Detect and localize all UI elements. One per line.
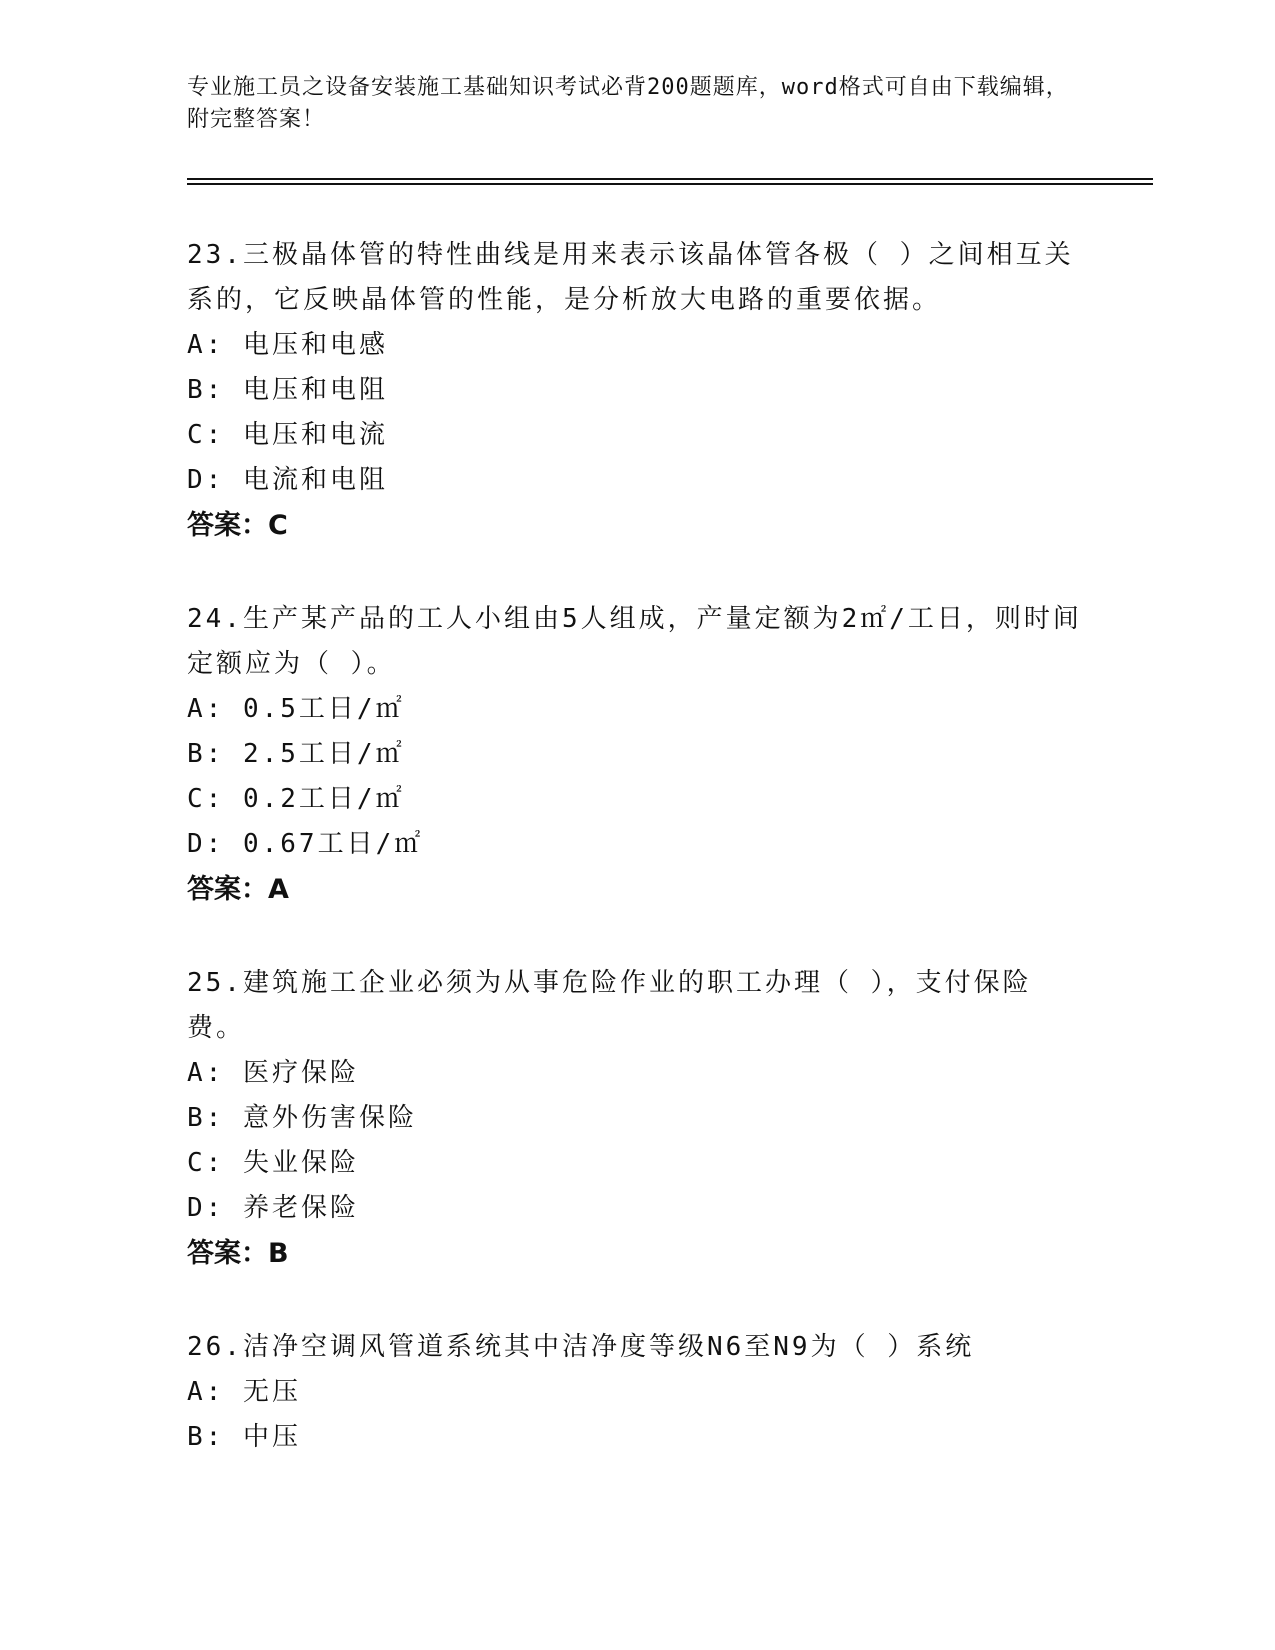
option-b: B: 2.5工日/㎡ — [187, 739, 405, 769]
question-26 — [187, 1325, 1087, 1460]
option-b: B: 中压 — [187, 1422, 301, 1452]
option-c: C: 0.2工日/㎡ — [187, 784, 405, 814]
answer-label: 答案：C — [187, 510, 288, 541]
option-a: A: 0.5工日/㎡ — [187, 694, 405, 724]
question-25 — [187, 961, 1087, 1276]
question-stem: 25.建筑施工企业必须为从事危险作业的职工办理（ ），支付保险费。 — [187, 968, 1032, 1043]
option-d: D: 电流和电阻 — [187, 465, 388, 495]
option-b: B: 意外伤害保险 — [187, 1103, 417, 1133]
header-divider-top — [187, 178, 1153, 180]
question-stem: 26.洁净空调风管道系统其中洁净度等级N6至N9为（ ）系统 — [187, 1332, 975, 1362]
option-c: C: 失业保险 — [187, 1148, 359, 1178]
option-a: A: 医疗保险 — [187, 1058, 359, 1088]
option-a: A: 电压和电感 — [187, 330, 388, 360]
option-c: C: 电压和电流 — [187, 420, 388, 450]
question-24 — [187, 597, 1087, 912]
question-stem: 24.生产某产品的工人小组由5人组成，产量定额为2㎡/工日，则时间定额应为（ ）。 — [187, 604, 1082, 679]
option-d: D: 养老保险 — [187, 1193, 359, 1223]
question-stem: 23.三极晶体管的特性曲线是用来表示该晶体管各极（ ）之间相互关系的，它反映晶体管的性能，是分析放大电路的重要依据。 — [187, 240, 1074, 315]
option-b: B: 电压和电阻 — [187, 375, 388, 405]
option-d: D: 0.67工日/㎡ — [187, 829, 424, 859]
answer-label: 答案：B — [187, 1238, 289, 1269]
question-23 — [187, 233, 1087, 548]
answer-label: 答案：A — [187, 874, 289, 905]
document-header: 专业施工员之设备安装施工基础知识考试必背200题题库，word格式可自由下载编辑，附完整答案！ — [187, 75, 1069, 132]
header-divider-bottom — [187, 183, 1153, 185]
option-a: A: 无压 — [187, 1377, 301, 1407]
